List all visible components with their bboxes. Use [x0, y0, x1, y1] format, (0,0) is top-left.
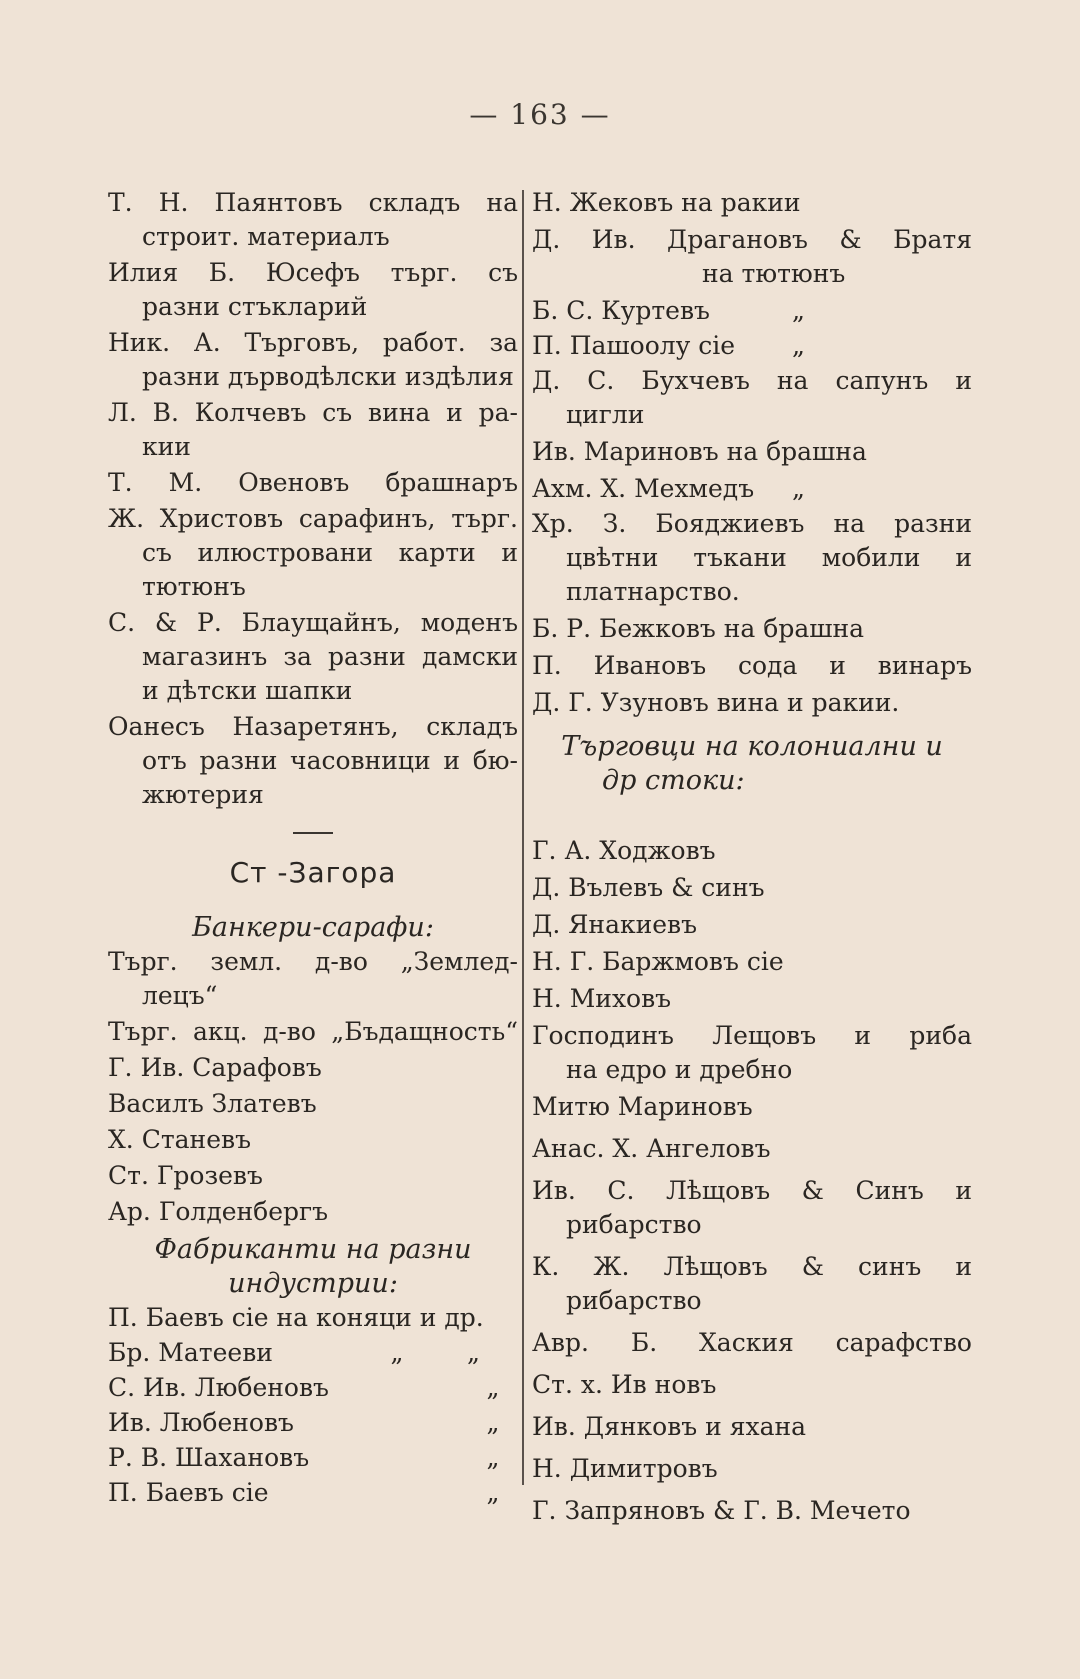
list-item: Ар. Голденбергъ [108, 1197, 329, 1226]
list-item: Ив. Мариновъ на брашна [532, 437, 867, 466]
section-heading-manufacturers-cont: индустрии: [228, 1268, 398, 1299]
section-heading-manufacturers: Фабриканти на разни [154, 1234, 472, 1265]
list-item: Д. Вълевъ & синъ [532, 873, 765, 902]
list-item: П. Ивановъ сода и винаръ [532, 651, 972, 680]
list-item: Търг. земл. д-во „Землед- лецъ“ [108, 947, 518, 1010]
section-divider [293, 832, 333, 834]
list-item: Ст. Грозевъ [108, 1161, 263, 1190]
list-item: Б. Р. Бежковъ на брашна [532, 614, 865, 643]
list-item: С. Ив. Любеновъ „ [108, 1373, 500, 1402]
list-item: Д. С. Бухчевъ на сапунъ и цигли [532, 366, 972, 429]
list-item: Хр. З. Бояджиевъ на разни цвѣтни тъкани мобили и платнарство. [532, 509, 972, 606]
list-item: Х. Станевъ [108, 1125, 251, 1154]
list-item: Т. М. Овеновъ брашнаръ [108, 468, 518, 497]
right-column [532, 186, 972, 1536]
list-item: Ахм. Х. Мехмедъ „ [532, 474, 805, 503]
section-heading-traders-cont: др стоки: [602, 765, 745, 796]
list-item: Митю Мариновъ [532, 1092, 753, 1121]
list-item: Ив. С. Лѣщовъ & Синъ и рибарство [532, 1176, 972, 1239]
page-number: — 163 — [469, 98, 611, 131]
column-divider [522, 190, 524, 1485]
section-heading-traders: Търговци на колониални и [561, 731, 943, 762]
list-item: Ив. Любеновъ „ [108, 1408, 500, 1437]
city-heading: Ст -Загора [229, 856, 397, 889]
list-item: Д. Ив. Драгановъ & Братя на тютюнъ [532, 225, 972, 288]
list-item: Т. Н. Паянтовъ складъ на строит. материалъ [108, 188, 518, 251]
list-item: Г. А. Ходжовъ [532, 836, 716, 865]
list-item: Ст. х. Ив новъ [532, 1370, 717, 1399]
list-item: Бр. Матееви „ „ [108, 1338, 480, 1367]
list-item: Ж. Христовъ сарафинъ, търг. съ илюстровани карти и тютюнъ [108, 504, 518, 601]
list-item: Оанесъ Назаретянъ, складъ отъ разни часовници и бю- жютерия [108, 712, 518, 809]
left-column [108, 186, 518, 1511]
list-item: П. Баевъ сiе „ [108, 1478, 500, 1507]
list-item: П. Пашоолу сiе „ [532, 331, 805, 360]
list-item: Д. Янакиевъ [532, 910, 698, 939]
list-item: С. & Р. Блаущайнъ, моденъ магазинъ за разни дамски и дѣтски шапки [108, 608, 518, 705]
list-item: Ив. Дянковъ и яхана [532, 1412, 807, 1441]
list-item: Господинъ Лещовъ и риба на едро и дребно [532, 1021, 972, 1084]
list-item: Г. Запряновъ & Г. В. Мечето [532, 1496, 911, 1525]
list-item: Д. Г. Узуновъ вина и ракии. [532, 688, 900, 717]
section-heading-bankers: Банкери-сарафи: [192, 912, 434, 943]
list-item: Анас. Х. Ангеловъ [532, 1134, 771, 1163]
list-item: Л. В. Колчевъ съ вина и ра- кии [108, 398, 518, 461]
list-item: Н. Г. Баржмовъ сiе [532, 947, 784, 976]
list-item: П. Баевъ сiе на коняци и др. [108, 1303, 484, 1332]
list-item: Р. В. Шахановъ „ [108, 1443, 500, 1472]
list-item: Илия Б. Юсефъ търг. съ разни стъкларий [108, 258, 518, 321]
list-item: Авр. Б. Хаския сарафство [532, 1328, 972, 1357]
list-item: Н. Миховъ [532, 984, 672, 1013]
list-item: Василъ Златевъ [108, 1089, 317, 1118]
list-item: Б. С. Куртевъ „ [532, 296, 805, 325]
list-item: Г. Ив. Сарафовъ [108, 1053, 322, 1082]
list-item: Н. Димитровъ [532, 1454, 718, 1483]
list-item: Н. Жековъ на ракии [532, 188, 801, 217]
list-item: К. Ж. Лѣщовъ & синъ и рибарство [532, 1252, 972, 1315]
list-item: Ник. А. Търговъ, работ. за разни дърводѣлски издѣлия [108, 328, 518, 391]
list-item: Търг. акц. д-во „Бъдащность“ [108, 1017, 518, 1046]
